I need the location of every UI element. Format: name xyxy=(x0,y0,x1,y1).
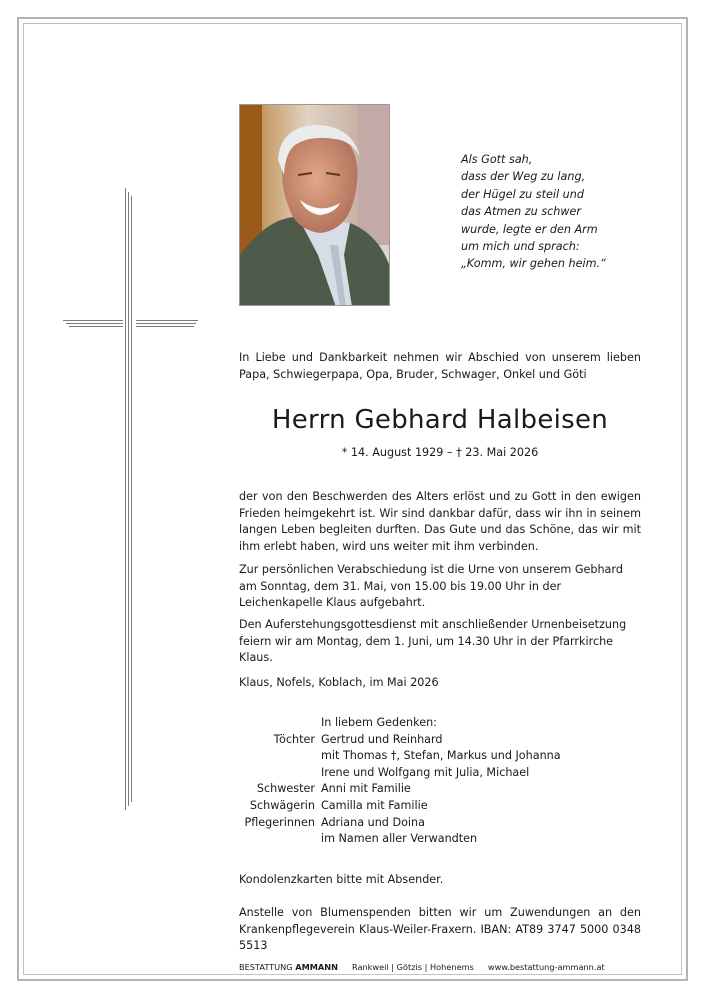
life-dates: * 14. August 1929 – † 23. Mai 2026 xyxy=(341,446,539,459)
mourner-row xyxy=(239,781,561,798)
mourner-names: Gertrud und Reinhard xyxy=(321,732,443,746)
poem-line: das Atmen zu schwer xyxy=(461,205,582,219)
poem xyxy=(461,151,681,273)
mourner-relation xyxy=(239,715,321,732)
footer xyxy=(239,962,605,972)
condolence-note: Kondolenzkarten bitte mit Absender. xyxy=(239,873,444,886)
mourner-row xyxy=(239,815,561,832)
mourner-relation: Schwester xyxy=(256,782,315,796)
mourner-relation xyxy=(239,748,321,765)
mourner-relation: Schwägerin xyxy=(249,798,315,812)
intro-text: In Liebe und Dankbarkeit nehmen wir Abschied von unserem lieben Papa, Schwiegerpapa, Opa, Bruder, Schwager, Onkel und Göti xyxy=(239,351,641,381)
footer-brand-a: BESTATTUNG xyxy=(239,962,293,972)
mourner-row xyxy=(239,831,561,848)
mourners-list xyxy=(239,715,561,848)
poem-line: Als Gott sah, xyxy=(461,153,533,166)
mourner-names: mit Thomas †, Stefan, Markus und Johanna xyxy=(321,749,561,763)
mourner-row xyxy=(239,732,561,749)
mourner-row xyxy=(239,798,561,815)
deceased-name: Herrn Gebhard Halbeisen xyxy=(271,405,609,435)
mourner-names: Irene und Wolfgang mit Julia, Michael xyxy=(321,765,530,779)
place-date: Klaus, Nofels, Koblach, im Mai 2026 xyxy=(239,676,439,689)
poem-line: „Komm, wir gehen heim.“ xyxy=(461,257,606,271)
mourner-names: Camilla mit Familie xyxy=(321,798,428,812)
footer-locations: Rankweil | Götzis | Hohenems xyxy=(351,962,474,972)
mourner-relation xyxy=(239,765,321,782)
poem-line: dass der Weg zu lang, xyxy=(461,170,586,184)
mourner-relation xyxy=(239,831,321,848)
mourner-row xyxy=(239,715,561,732)
poem-line: der Hügel zu steil und xyxy=(461,187,584,201)
portrait-photo xyxy=(239,104,390,306)
paragraph-service: Den Auferstehungsgottesdienst mit anschließender Urnenbeisetzung feiern wir am Montag, dem 1. Juni, um 14.30 Uhr in der Pfarrkirche Klaus. xyxy=(239,618,627,665)
footer-website: www.bestattung-ammann.at xyxy=(487,962,605,972)
mourner-row xyxy=(239,765,561,782)
poem-line: wurde, legte er den Arm xyxy=(461,222,598,236)
mourner-names: im Namen aller Verwandten xyxy=(321,832,478,846)
mourner-names: Anni mit Familie xyxy=(321,782,411,796)
paragraph-viewing: Zur persönlichen Verabschiedung ist die Urne von unserem Gebhard am Sonntag, dem 31. Mai, von 15.00 bis 19.00 Uhr in der Leichenkapelle Klaus aufgebahrt. xyxy=(239,563,623,610)
footer-brand-b: AMMANN xyxy=(295,962,338,972)
paragraph-farewell: der von den Beschwerden des Alters erlöst und zu Gott in den ewigen Frieden heimgekehrt ist. Wir sind dankbar dafür, dass wir ihn in seinem langen Leben begleiten durften. Das Gute und das Schöne, das wir mit ihm erlebt haben, wird uns weiter mit ihm verbinden. xyxy=(239,490,641,553)
mourner-names: In liebem Gedenken: xyxy=(321,716,437,729)
mourner-relation: Pflegerinnen xyxy=(244,815,315,829)
mourner-names: Adriana und Doina xyxy=(321,815,425,829)
donation-note: Anstelle von Blumenspenden bitten wir um Zuwendungen an den Krankenpflegeverein Klaus-Weiler-Fraxern. IBAN: AT89 3747 5000 0348 5513 xyxy=(239,906,641,953)
mourner-row xyxy=(239,748,561,765)
mourner-relation: Töchter xyxy=(273,732,315,746)
poem-line: um mich und sprach: xyxy=(461,240,580,254)
